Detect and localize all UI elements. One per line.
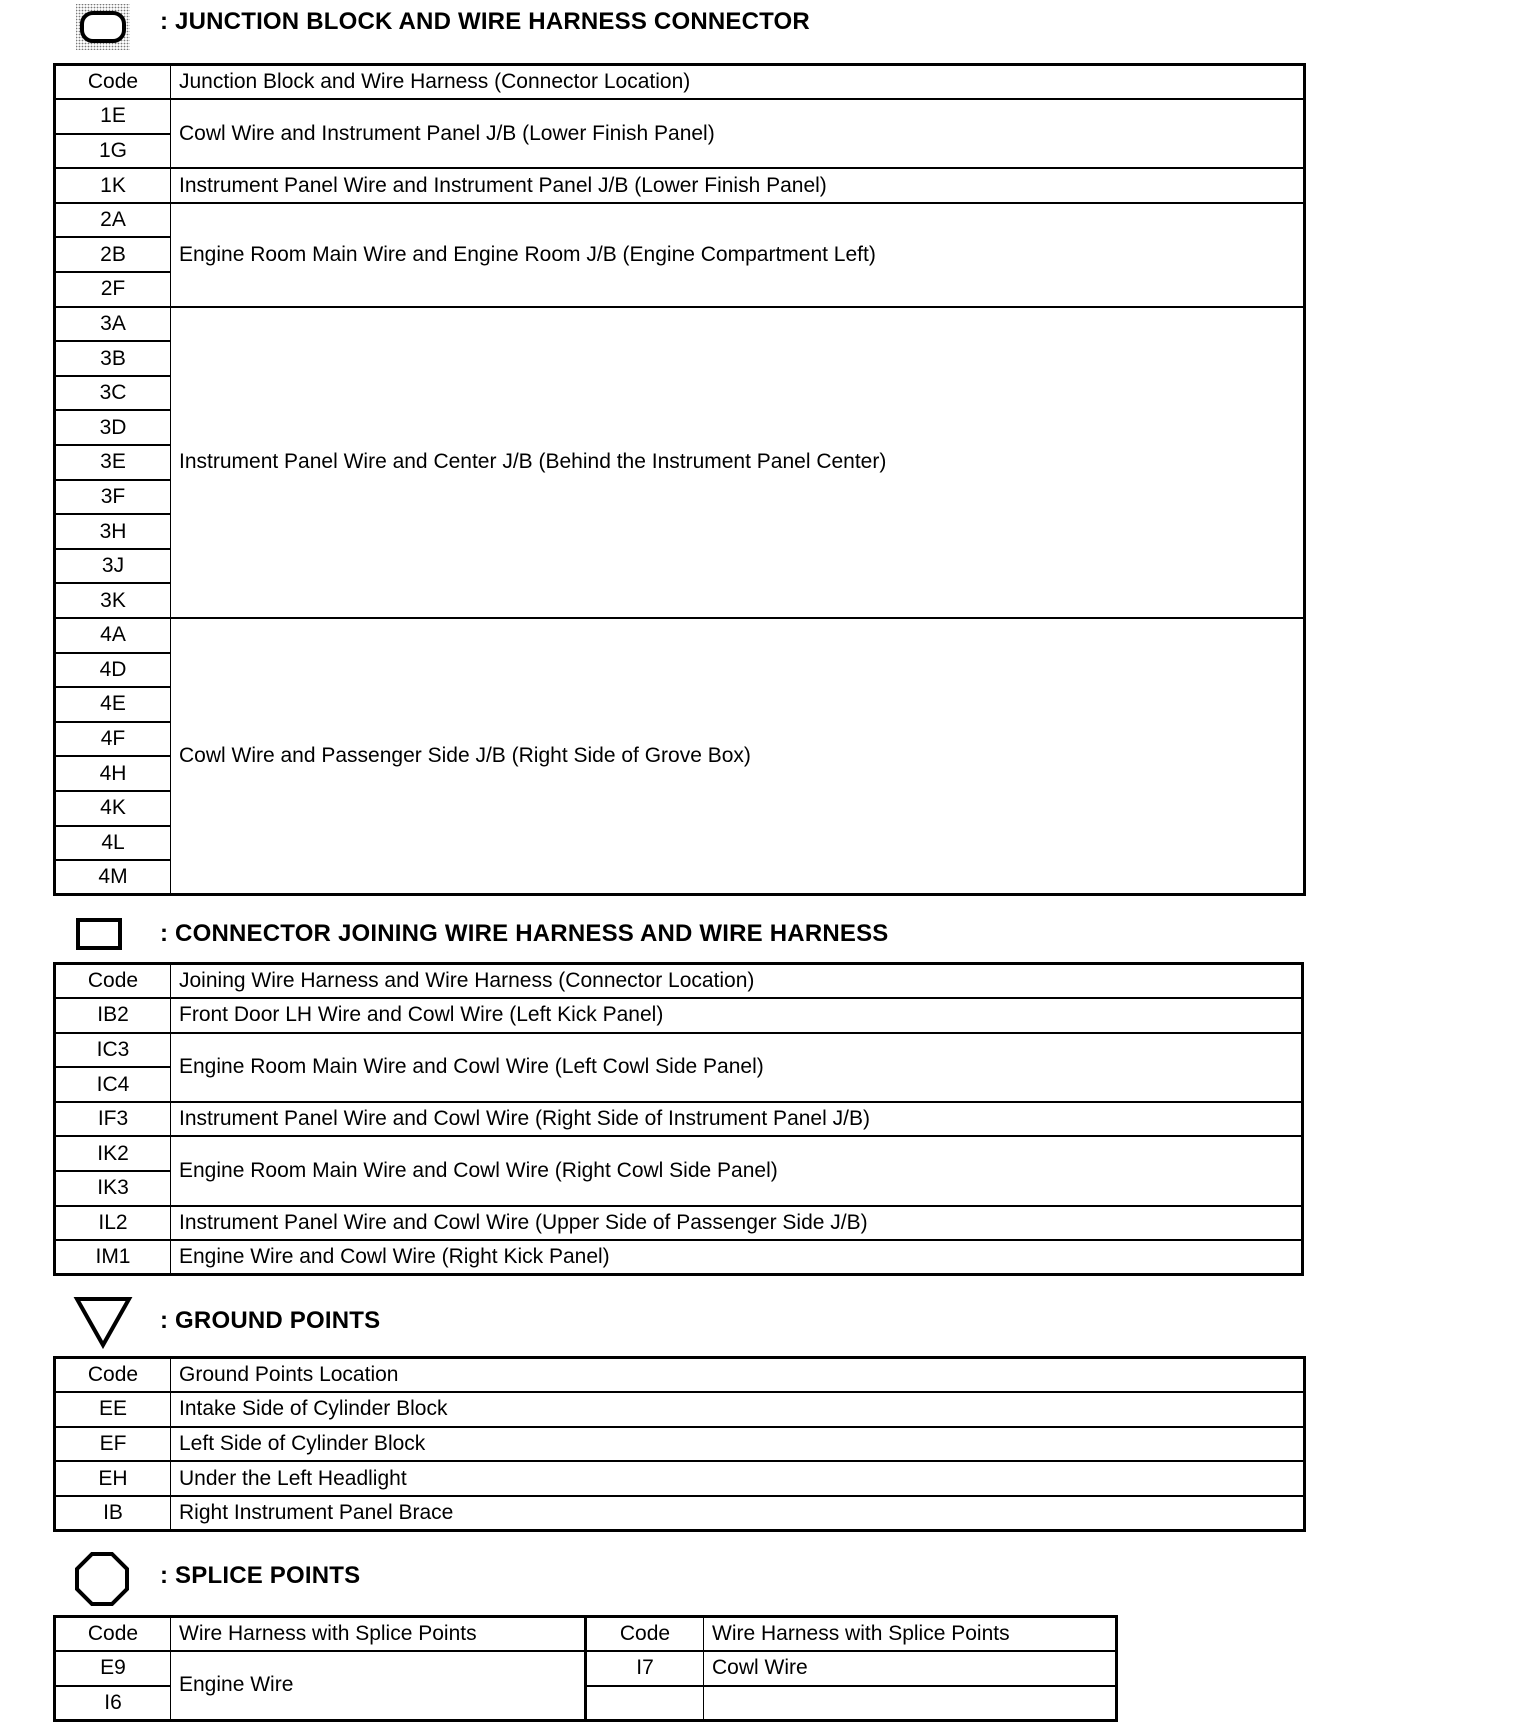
junction-code-cell: 3H [55, 514, 171, 549]
table-row [55, 1651, 1117, 1686]
splice-desc-cell: Engine Wire [171, 1651, 586, 1720]
splice-section-title: : SPLICE POINTS [160, 1562, 361, 1589]
junction-header-row [55, 65, 1305, 100]
junction-table [53, 63, 1306, 896]
junction-block-icon [60, 0, 140, 60]
connector-code-cell: IK3 [55, 1171, 171, 1206]
ground-desc-cell: Right Instrument Panel Brace [171, 1496, 1305, 1531]
splice-header-code-2: Code [586, 1617, 704, 1652]
junction-code-cell: 4E [55, 687, 171, 722]
table-row [55, 1427, 1305, 1462]
junction-code-cell: 3B [55, 341, 171, 376]
junction-code-cell: 3A [55, 307, 171, 342]
table-row [55, 998, 1303, 1033]
table-row [55, 1392, 1305, 1427]
junction-section-title: : JUNCTION BLOCK AND WIRE HARNESS CONNECTOR [160, 8, 810, 35]
ground-section-title: : GROUND POINTS [160, 1307, 381, 1334]
junction-code-cell: 1E [55, 99, 171, 134]
ground-code-cell: EE [55, 1392, 171, 1427]
junction-code-cell: 3E [55, 445, 171, 480]
table-row [55, 168, 1305, 203]
connector-desc-cell: Engine Wire and Cowl Wire (Right Kick Panel) [171, 1240, 1303, 1275]
junction-code-cell: 2B [55, 237, 171, 272]
splice-header-row [55, 1617, 1117, 1652]
junction-code-cell: 1K [55, 168, 171, 203]
table-row [55, 1033, 1303, 1068]
connector-section-title: : CONNECTOR JOINING WIRE HARNESS AND WIRE HARNESS [160, 920, 889, 947]
connector-code-cell: IF3 [55, 1102, 171, 1137]
splice-desc-cell: Cowl Wire [704, 1651, 1117, 1686]
splice-header-code-1: Code [55, 1617, 171, 1652]
junction-code-cell: 4M [55, 860, 171, 895]
ground-triangle-icon [60, 1295, 140, 1355]
connector-code-cell: IC3 [55, 1033, 171, 1068]
table-row [55, 1240, 1303, 1275]
junction-code-cell: 3F [55, 480, 171, 515]
junction-code-cell: 4K [55, 791, 171, 826]
connector-rectangle-icon [60, 910, 140, 970]
connector-code-cell: IC4 [55, 1067, 171, 1102]
connector-code-cell: IL2 [55, 1206, 171, 1241]
table-row [55, 1461, 1305, 1496]
table-row [55, 1496, 1305, 1531]
connector-header-row [55, 964, 1303, 999]
splice-code-cell: I7 [586, 1651, 704, 1686]
junction-header-code: Code [55, 65, 171, 100]
ground-code-cell: EF [55, 1427, 171, 1462]
ground-header-code: Code [55, 1358, 171, 1393]
connector-header-desc: Joining Wire Harness and Wire Harness (Connector Location) [171, 964, 1303, 999]
junction-code-cell: 3J [55, 549, 171, 584]
connector-desc-cell: Front Door LH Wire and Cowl Wire (Left Kick Panel) [171, 998, 1303, 1033]
junction-code-cell: 4L [55, 826, 171, 861]
ground-desc-cell: Left Side of Cylinder Block [171, 1427, 1305, 1462]
splice-octagon-icon [60, 1550, 140, 1610]
connector-desc-cell: Engine Room Main Wire and Cowl Wire (Right Cowl Side Panel) [171, 1136, 1303, 1205]
junction-code-cell: 2F [55, 272, 171, 307]
connector-table [53, 962, 1304, 1276]
junction-header-desc: Junction Block and Wire Harness (Connector Location) [171, 65, 1305, 100]
splice-empty-cell [704, 1686, 1117, 1721]
table-row [55, 99, 1305, 134]
table-row [55, 203, 1305, 238]
connector-desc-cell: Instrument Panel Wire and Cowl Wire (Right Side of Instrument Panel J/B) [171, 1102, 1303, 1137]
ground-desc-cell: Intake Side of Cylinder Block [171, 1392, 1305, 1427]
junction-desc-cell: Instrument Panel Wire and Center J/B (Behind the Instrument Panel Center) [171, 307, 1305, 618]
junction-desc-cell: Cowl Wire and Passenger Side J/B (Right Side of Grove Box) [171, 618, 1305, 895]
junction-code-cell: 2A [55, 203, 171, 238]
splice-code-cell: E9 [55, 1651, 171, 1686]
ground-header-desc: Ground Points Location [171, 1358, 1305, 1393]
ground-table [53, 1356, 1306, 1532]
junction-desc-cell: Cowl Wire and Instrument Panel J/B (Lower Finish Panel) [171, 99, 1305, 168]
ground-code-cell: IB [55, 1496, 171, 1531]
junction-code-cell: 4A [55, 618, 171, 653]
connector-header-code: Code [55, 964, 171, 999]
connector-code-cell: IK2 [55, 1136, 171, 1171]
table-row [55, 307, 1305, 342]
ground-code-cell: EH [55, 1461, 171, 1496]
splice-code-cell: I6 [55, 1686, 171, 1721]
connector-desc-cell: Instrument Panel Wire and Cowl Wire (Upper Side of Passenger Side J/B) [171, 1206, 1303, 1241]
table-row [55, 618, 1305, 653]
splice-header-desc-1: Wire Harness with Splice Points [171, 1617, 586, 1652]
junction-code-cell: 4D [55, 653, 171, 688]
ground-header-row [55, 1358, 1305, 1393]
connector-code-cell: IM1 [55, 1240, 171, 1275]
junction-code-cell: 4F [55, 722, 171, 757]
junction-code-cell: 4H [55, 756, 171, 791]
junction-code-cell: 1G [55, 134, 171, 169]
splice-header-desc-2: Wire Harness with Splice Points [704, 1617, 1117, 1652]
splice-table [53, 1615, 1118, 1722]
ground-desc-cell: Under the Left Headlight [171, 1461, 1305, 1496]
connector-desc-cell: Engine Room Main Wire and Cowl Wire (Left Cowl Side Panel) [171, 1033, 1303, 1102]
table-row [55, 1102, 1303, 1137]
junction-desc-cell: Engine Room Main Wire and Engine Room J/B (Engine Compartment Left) [171, 203, 1305, 307]
connector-code-cell: IB2 [55, 998, 171, 1033]
junction-code-cell: 3K [55, 583, 171, 618]
junction-code-cell: 3D [55, 410, 171, 445]
splice-empty-cell [586, 1686, 704, 1721]
table-row [55, 1136, 1303, 1171]
table-row [55, 1206, 1303, 1241]
junction-desc-cell: Instrument Panel Wire and Instrument Panel J/B (Lower Finish Panel) [171, 168, 1305, 203]
junction-code-cell: 3C [55, 376, 171, 411]
